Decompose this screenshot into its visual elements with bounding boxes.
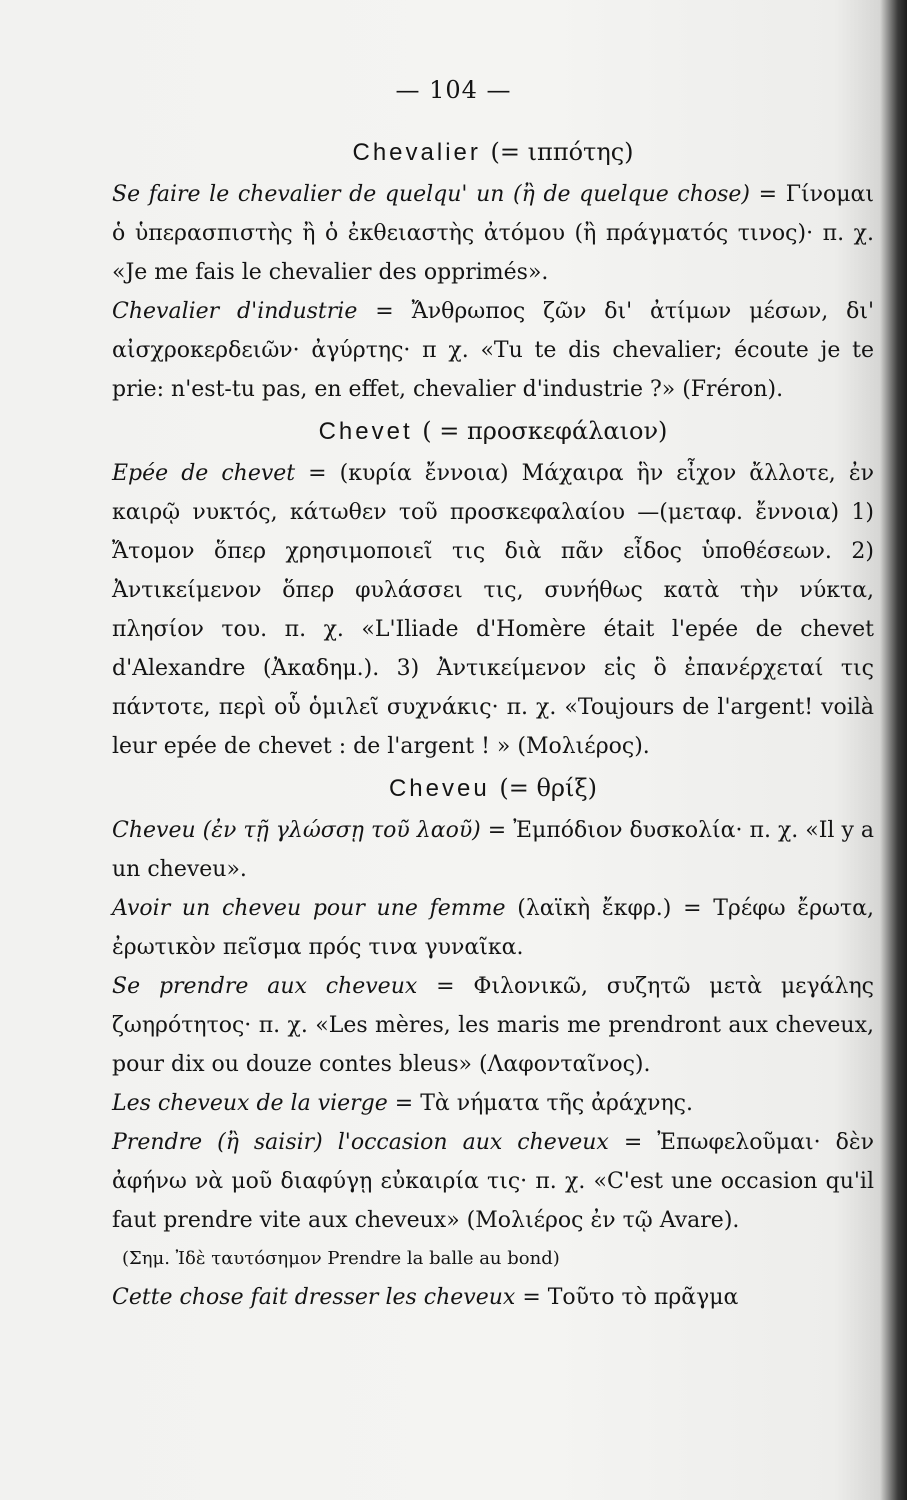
heading-word: Chevalier	[352, 139, 481, 166]
heading-cheveu	[112, 766, 874, 811]
footnote: (Σημ. Ἰδὲ ταυτόσημον Prendre la balle au bond)	[122, 1248, 560, 1269]
heading-word: Cheveu	[388, 775, 490, 802]
heading-word: Chevet	[318, 418, 413, 445]
heading-gloss: ( = προσκεφάλαιον)	[422, 417, 668, 445]
entry-term: Se faire le chevalier de quelqu' un (ἢ de quelque chose)	[112, 182, 751, 207]
entry-definition: = Τὰ νήματα τῆς ἀράχνης.	[394, 1091, 693, 1116]
entry-term: Avoir un cheveu pour une femme	[112, 896, 506, 921]
entry-se-prendre-aux-cheveux	[112, 967, 874, 1084]
entry-term: Chevalier d'industrie	[112, 299, 358, 324]
entry-term: Prendre (ἢ saisir) l'occasion aux cheveux	[112, 1130, 609, 1155]
heading-chevet	[112, 409, 874, 454]
page-number: — 104 —	[395, 76, 512, 104]
entry-term: Se prendre aux cheveux	[112, 974, 418, 999]
entry-term: Cheveu (ἐν τῇ γλώσσῃ τοῦ λαοῦ)	[112, 818, 481, 843]
entry-definition: = Ἄνθρωπος ζῶν δι' ἀτίμων μέσων, δι' αἰσχροκερδειῶν· ἀγύρτης· π χ. «Tu te dis chevalier; écoute je te prie: n'est-tu pas, en effet, chevalier d'industrie ?» (Fréron).	[112, 299, 874, 402]
entry-se-faire-le-chevalier	[112, 175, 874, 292]
entry-term: Epée de chevet	[112, 461, 296, 486]
entry-cheveu	[112, 811, 874, 889]
entry-les-cheveux-de-la-vierge	[112, 1084, 874, 1123]
entry-dresser-les-cheveux	[112, 1278, 874, 1317]
entry-definition: = (κυρία ἔννοια) Μάχαιρα ἣν εἶχον ἄλλοτε, ἐν καιρῷ νυκτός, κάτωθεν τοῦ προσκεφαλαίου —(μεταφ. ἔννοια) 1) Ἄτομον ὅπερ χρησιμοποιεῖ τις διὰ πᾶν εἶδος ὑποθέσεων. 2) Ἀντικείμενον ὅπερ φυλάσσει τις, συνήθως κατὰ τὴν νύκτα, πλησίον του. π. χ. «L'Iliade d'Homère était l'epée de chevet d'Alexandre (Ἀκαδημ.). 3) Ἀντικείμενον εἰς ὃ ἐπανέρχεταί τις πάντοτε, περὶ οὗ ὁμιλεῖ συχνάκις· π. χ. «Toujours de l'argent! voilà leur epée de chevet : de l'argent ! » (Μολιέρος).	[112, 461, 874, 759]
entry-definition: = Τοῦτο τὸ πρᾶγμα	[522, 1285, 739, 1310]
entry-term: Les cheveux de la vierge	[112, 1091, 388, 1116]
entry-epee-de-chevet	[112, 454, 874, 766]
dictionary-text	[112, 130, 874, 1317]
entry-chevalier-d-industrie	[112, 292, 874, 409]
entry-definition: (λαϊκὴ ἔκφρ.) = Τρέφω ἔρωτα, ἐρωτικὸν πεῖσμα πρός τινα γυναῖκα.	[112, 896, 874, 960]
entry-definition: = Γίνομαι ὁ ὑπερασπιστὴς ἢ ὁ ἐκθειαστὴς ἀτόμου (ἢ πράγματός τινος)· π. χ. «Je me fais le chevalier des opprimés».	[112, 182, 874, 285]
heading-gloss: (= θρίξ)	[499, 774, 598, 802]
entry-definition: = Ἐπωφελοῦμαι· δὲν ἀφήνω νὰ μοῦ διαφύγῃ εὐκαιρία τις· π. χ. «C'est une occasion qu'il faut prendre vite aux cheveux» (Μολιέρος ἐν τῷ Avare).	[112, 1130, 875, 1233]
entry-prendre-l-occasion	[112, 1123, 874, 1240]
heading-chevalier	[112, 130, 874, 175]
heading-gloss: (= ιππότης)	[490, 138, 634, 166]
entry-avoir-un-cheveu	[112, 889, 874, 967]
entry-definition: = Ἐμπόδιον δυσκολία· π. χ. «Il y a un cheveu».	[112, 818, 875, 882]
entry-definition: = Φιλονικῶ, συζητῶ μετὰ μεγάλης ζωηρότητος· π. χ. «Les mères, les maris me prendront aux cheveux, pour dix ou douze contes bleus» (Λαφονταῖνος).	[112, 974, 874, 1077]
entry-term: Cette chose fait dresser les cheveux	[112, 1285, 516, 1310]
